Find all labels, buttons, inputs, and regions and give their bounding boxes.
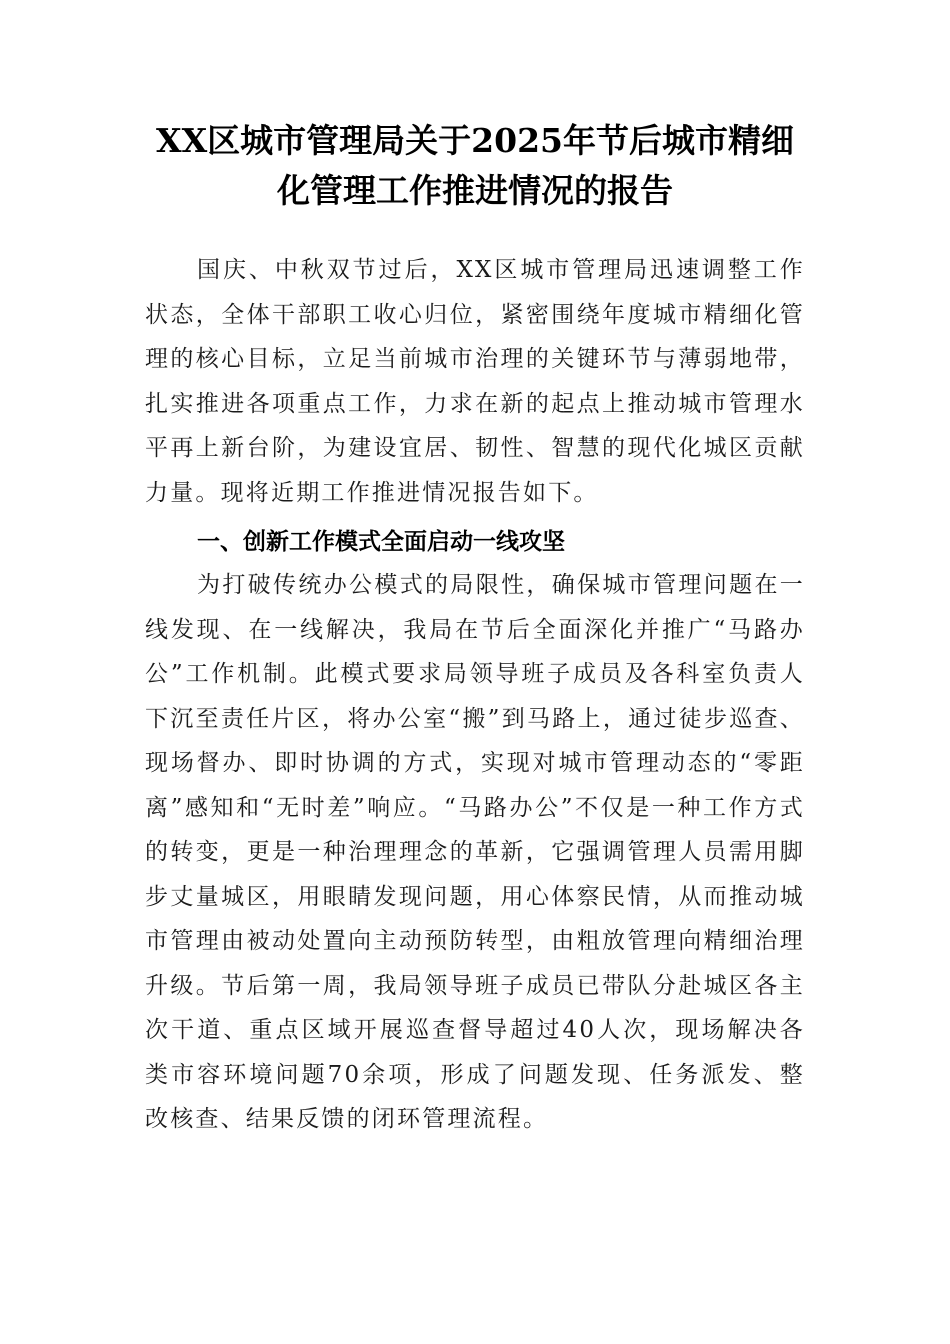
section-1-heading: 一、创新工作模式全面启动一线攻坚 [197, 529, 565, 555]
document-title: XX区城市管理局关于2025年节后城市精细化管理工作推进情况的报告 [155, 121, 795, 210]
intro-paragraph: 国庆、中秋双节过后，XX区城市管理局迅速调整工作状态，全体干部职工收心归位，紧密围绕年度城市精细化管理的核心目标，立足当前城市治理的关键环节与薄弱地带，扎实推进各项重点工作，力求在新的起点上推动城市管理水平再上新台阶，为建设宜居、韧性、智慧的现代化城区贡献力量。现将近期工作推进情况报告如下。 [145, 257, 805, 506]
section-1-paragraph: 为打破传统办公模式的局限性，确保城市管理问题在一线发现、在一线解决，我局在节后全面深化并推广“马路办公”工作机制。此模式要求局领导班子成员及各科室负责人下沉至责任片区，将办公室“搬”到马路上，通过徒步巡查、现场督办、即时协调的方式，实现对城市管理动态的“零距离”感知和“无时差”响应。“马路办公”不仅是一种工作方式的转变，更是一种治理理念的革新，它强调管理人员需用脚步丈量城区，用眼睛发现问题，用心体察民情，从而推动城市管理由被动处置向主动预防转型，由粗放管理向精细治理升级。节后第一周，我局领导班子成员已带队分赴城区各主次干道、重点区域开展巡查督导超过40人次，现场解决各类市容环境问题70余项，形成了问题发现、任务派发、整改核查、结果反馈的闭环管理流程。 [145, 572, 805, 1132]
